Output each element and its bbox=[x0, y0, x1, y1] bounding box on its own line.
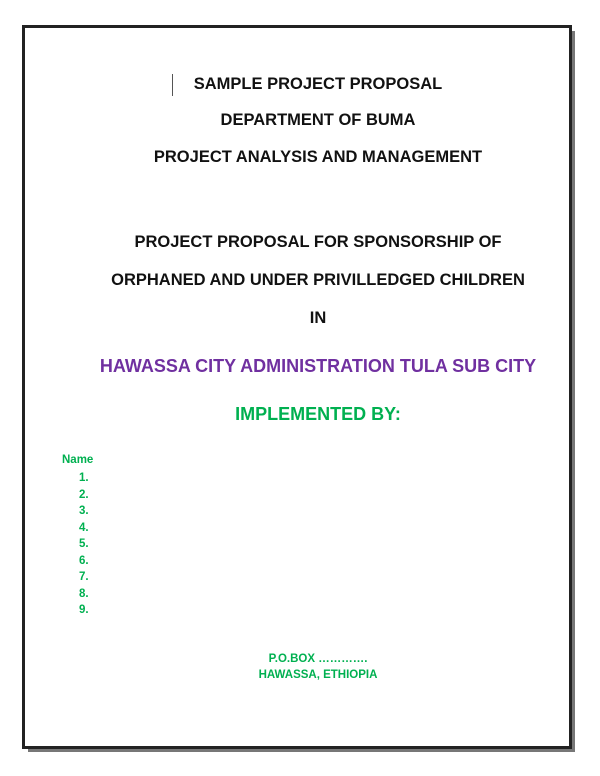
list-item: 1. bbox=[79, 472, 89, 484]
location-heading: HAWASSA CITY ADMINISTRATION TULA SUB CITY bbox=[99, 356, 537, 376]
list-item: 6. bbox=[79, 554, 89, 567]
header-line-2: DEPARTMENT OF BUMA bbox=[220, 111, 416, 129]
implemented-by-heading: IMPLEMENTED BY: bbox=[235, 404, 401, 424]
list-item: 5. bbox=[79, 538, 89, 550]
list-item: 9. bbox=[79, 604, 89, 616]
list-item: 2. bbox=[79, 488, 89, 501]
city-country: HAWASSA, ETHIOPIA bbox=[258, 669, 378, 681]
list-item: 3. bbox=[79, 505, 89, 517]
proposal-title-line-1: PROJECT PROPOSAL FOR SPONSORSHIP OF bbox=[134, 233, 502, 251]
po-box: P.O.BOX …………. bbox=[268, 653, 368, 665]
name-label: Name bbox=[62, 454, 94, 466]
name-list bbox=[79, 470, 89, 619]
list-item: 8. bbox=[79, 587, 89, 600]
page-border bbox=[22, 25, 572, 749]
proposal-title-line-3: IN bbox=[309, 309, 327, 327]
list-item: 7. bbox=[79, 571, 89, 583]
proposal-title-line-2: ORPHANED AND UNDER PRIVILLEDGED CHILDREN bbox=[111, 271, 525, 289]
header-line-1: SAMPLE PROJECT PROPOSAL bbox=[193, 75, 443, 93]
header-line-3: PROJECT ANALYSIS AND MANAGEMENT bbox=[153, 148, 483, 166]
list-item: 4. bbox=[79, 521, 89, 534]
